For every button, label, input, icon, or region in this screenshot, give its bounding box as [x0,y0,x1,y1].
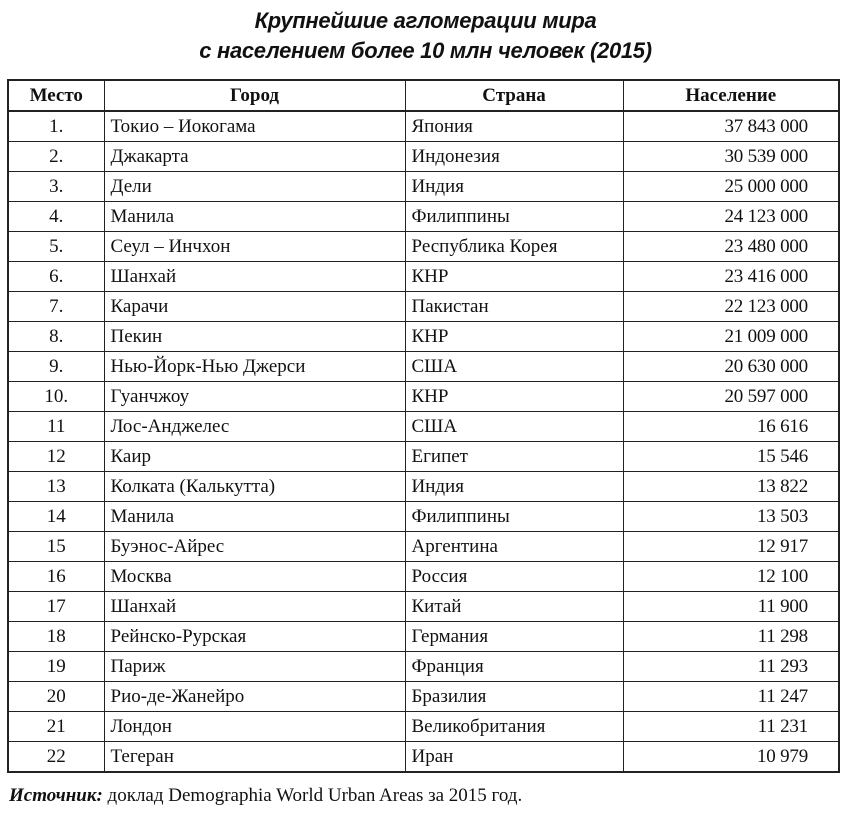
cell-country: Индия [405,472,623,502]
cell-country: Индонезия [405,142,623,172]
cell-city: Москва [104,562,405,592]
cell-country: Филиппины [405,502,623,532]
cell-country: Бразилия [405,682,623,712]
cell-country: Великобритания [405,712,623,742]
table-row [8,592,839,622]
cell-country: США [405,352,623,382]
table-row [8,382,839,412]
cell-city: Буэнос-Айрес [104,532,405,562]
cell-country: Аргентина [405,532,623,562]
cell-city: Манила [104,502,405,532]
cell-rank: 17 [8,592,104,622]
cell-country: КНР [405,262,623,292]
table-row [8,622,839,652]
cell-country: Китай [405,592,623,622]
cell-country: Германия [405,622,623,652]
cell-rank: 21 [8,712,104,742]
header-city: Город [104,80,405,111]
cell-population: 24 123 000 [623,202,839,232]
cell-population: 22 123 000 [623,292,839,322]
cell-country: Франция [405,652,623,682]
cell-population: 20 630 000 [623,352,839,382]
cell-city: Рио-де-Жанейро [104,682,405,712]
cell-country: Пакистан [405,292,623,322]
cell-country: КНР [405,382,623,412]
cell-rank: 14 [8,502,104,532]
table-row [8,352,839,382]
table-row [8,172,839,202]
cell-population: 20 597 000 [623,382,839,412]
cell-city: Каир [104,442,405,472]
page-title [0,6,851,66]
cell-rank: 16 [8,562,104,592]
cell-rank: 3. [8,172,104,202]
cell-country: Иран [405,742,623,773]
cell-rank: 12 [8,442,104,472]
cell-city: Пекин [104,322,405,352]
cell-population: 37 843 000 [623,111,839,142]
page-title-line-2: с населением более 10 млн человек (2015) [199,38,652,63]
cell-city: Гуанчжоу [104,382,405,412]
cell-population: 12 917 [623,532,839,562]
cell-population: 16 616 [623,412,839,442]
cell-population: 11 900 [623,592,839,622]
cell-city: Шанхай [104,592,405,622]
cell-population: 11 293 [623,652,839,682]
table-row [8,202,839,232]
cell-rank: 6. [8,262,104,292]
cell-population: 11 298 [623,622,839,652]
cell-rank: 18 [8,622,104,652]
cell-rank: 2. [8,142,104,172]
cell-rank: 9. [8,352,104,382]
cell-population: 12 100 [623,562,839,592]
cell-rank: 19 [8,652,104,682]
cell-country: КНР [405,322,623,352]
cell-country: Япония [405,111,623,142]
cell-rank: 13 [8,472,104,502]
cell-city: Манила [104,202,405,232]
cell-rank: 5. [8,232,104,262]
cell-city: Шанхай [104,262,405,292]
cell-city: Сеул – Инчхон [104,232,405,262]
cell-rank: 8. [8,322,104,352]
table-row [8,742,839,773]
table-row [8,442,839,472]
table-row [8,322,839,352]
table-row [8,232,839,262]
table-header-row [8,80,839,111]
source-text: доклад Demographia World Urban Areas за 2015 год. [102,785,523,806]
cell-country: Республика Корея [405,232,623,262]
table-row [8,502,839,532]
cell-population: 23 416 000 [623,262,839,292]
cell-population: 30 539 000 [623,142,839,172]
cell-population: 15 546 [623,442,839,472]
cell-population: 13 503 [623,502,839,532]
table-row [8,292,839,322]
source-note [9,784,522,808]
cell-population: 21 009 000 [623,322,839,352]
table-row [8,532,839,562]
cell-population: 13 822 [623,472,839,502]
table-row [8,262,839,292]
cell-population: 10 979 [623,742,839,773]
cell-country: Индия [405,172,623,202]
cell-country: США [405,412,623,442]
cell-rank: 7. [8,292,104,322]
cell-rank: 20 [8,682,104,712]
cell-city: Колката (Калькутта) [104,472,405,502]
page-title-line-1: Крупнейшие агломерации мира [254,8,597,33]
cell-city: Токио – Иокогама [104,111,405,142]
cell-city: Карачи [104,292,405,322]
table-row [8,712,839,742]
table-row [8,652,839,682]
cell-rank: 4. [8,202,104,232]
cell-rank: 11 [8,412,104,442]
cell-country: Египет [405,442,623,472]
table-row [8,682,839,712]
cell-population: 11 231 [623,712,839,742]
cell-city: Лондон [104,712,405,742]
table-row [8,111,839,142]
cell-rank: 10. [8,382,104,412]
cell-rank: 22 [8,742,104,773]
cell-rank: 1. [8,111,104,142]
table-row [8,562,839,592]
cell-city: Рейнско-Рурская [104,622,405,652]
cell-rank: 15 [8,532,104,562]
table-row [8,142,839,172]
header-rank: Место [8,80,104,111]
cell-population: 25 000 000 [623,172,839,202]
header-population: Население [623,80,839,111]
cell-city: Тегеран [104,742,405,773]
cell-city: Дели [104,172,405,202]
cell-city: Париж [104,652,405,682]
cell-city: Нью-Йорк-Нью Джерси [104,352,405,382]
cell-population: 11 247 [623,682,839,712]
source-label: Источник: [9,785,103,806]
table-row [8,412,839,442]
table-row [8,472,839,502]
cell-city: Лос-Анджелес [104,412,405,442]
table-body [8,111,839,772]
cell-country: Филиппины [405,202,623,232]
cell-city: Джакарта [104,142,405,172]
cell-country: Россия [405,562,623,592]
cell-population: 23 480 000 [623,232,839,262]
agglomerations-table [7,79,840,773]
header-country: Страна [405,80,623,111]
